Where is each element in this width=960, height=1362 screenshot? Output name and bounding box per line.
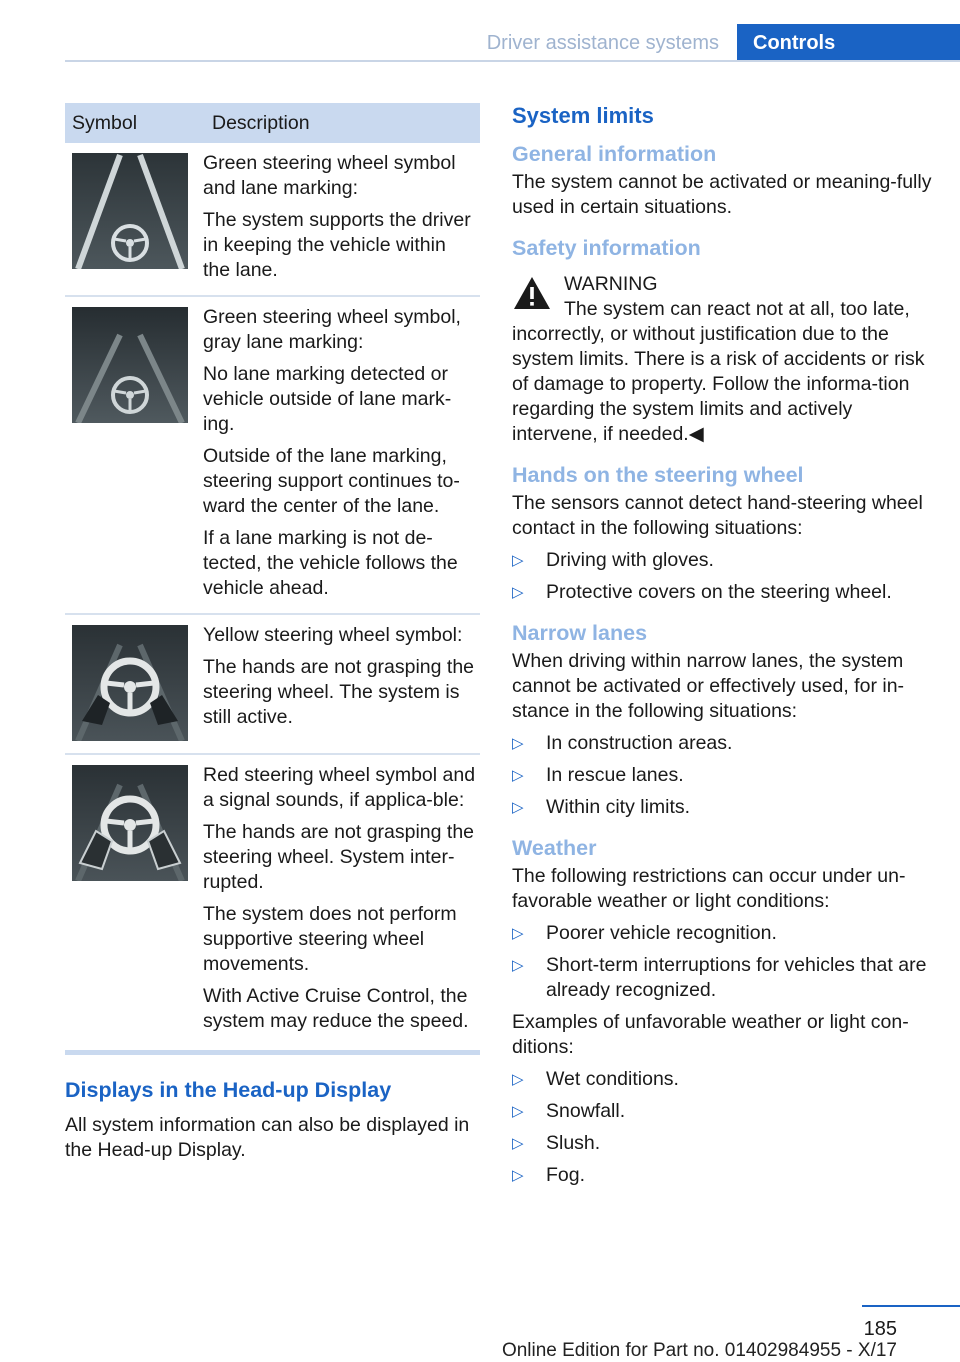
table-bottom-rule (65, 1050, 480, 1055)
description-text: The system supports the driver in keeping the vehicle within the lane. (203, 209, 471, 281)
hud-section-text: All system information can also be displayed in the Head-up Display. (65, 1114, 470, 1161)
warning-block (512, 272, 932, 297)
weather-text: The following restrictions can occur under un-favorable weather or light conditions: (512, 865, 906, 912)
list-item (512, 548, 932, 573)
list-item (512, 795, 932, 820)
list-item-text: In construction areas. (546, 732, 733, 754)
table-row (65, 614, 480, 754)
triangle-bullet-icon: ▷ (512, 799, 524, 816)
description-text: Outside of the lane marking, steering support continues to-ward the center of the lane. (203, 445, 460, 517)
red-steering-wheel-hands-icon (72, 765, 188, 881)
description-text: The hands are not grasping the steering wheel. System inter-rupted. (203, 821, 475, 893)
column-header-description: Description (203, 103, 480, 143)
warning-text: The system can react not at all, too late, incorrectly, or without justification due to the system limits. There is a risk of accidents or risk of damage to property. Follow the informa-tion regarding the system limits and actively intervene, if needed.◀ (512, 298, 925, 445)
header-section-title: Driver assistance systems (486, 32, 719, 54)
warning-triangle-icon (512, 275, 552, 311)
symbol-cell (65, 754, 203, 1046)
description-text: The system does not perform supportive steering wheel movements. (203, 903, 457, 975)
list-item (512, 921, 932, 946)
description-cell (203, 754, 480, 1046)
green-steering-wheel-gray-lane-icon (72, 307, 188, 423)
system-limits-column (512, 100, 932, 1195)
table-row (65, 754, 480, 1046)
table-row (65, 143, 480, 296)
description-text: No lane marking detected or vehicle outside of lane mark-ing. (203, 363, 452, 435)
list-item (512, 1163, 932, 1188)
header-tab-controls[interactable]: Controls (737, 24, 960, 62)
triangle-bullet-icon: ▷ (512, 1167, 524, 1184)
list-item (512, 580, 932, 605)
description-text: If a lane marking is not de-tected, the vehicle follows the vehicle ahead. (203, 527, 458, 599)
list-item-text: Within city limits. (546, 796, 691, 818)
triangle-bullet-icon: ▷ (512, 584, 524, 601)
narrow-lanes-title: Narrow lanes (512, 621, 648, 645)
list-item (512, 1099, 932, 1124)
header-divider (65, 60, 960, 62)
examples-list (512, 1067, 932, 1188)
description-text: Green steering wheel symbol and lane marking: (203, 152, 456, 199)
system-limits-title: System limits (512, 103, 654, 128)
list-item-text: Snowfall. (546, 1100, 626, 1122)
description-cell (203, 614, 480, 754)
list-item-text: Short-term interruptions for vehicles that are already recognized. (546, 954, 927, 1001)
footer-divider (862, 1305, 960, 1307)
list-item-text: Poorer vehicle recognition. (546, 922, 777, 944)
hud-section-title: Displays in the Head-up Display (65, 1078, 392, 1102)
examples-text: Examples of unfavorable weather or light con-ditions: (512, 1011, 909, 1058)
list-item-text: Protective covers on the steering wheel. (546, 581, 892, 603)
list-item-text: Slush. (546, 1132, 601, 1154)
hands-on-wheel-list (512, 548, 932, 605)
hands-on-wheel-text: The sensors cannot detect hand-steering wheel contact in the following situations: (512, 492, 923, 539)
list-item-text: Fog. (546, 1164, 586, 1186)
table-row (65, 296, 480, 614)
description-cell (203, 143, 480, 296)
triangle-bullet-icon: ▷ (512, 925, 524, 942)
list-item-text: Wet conditions. (546, 1068, 679, 1090)
triangle-bullet-icon: ▷ (512, 767, 524, 784)
description-cell (203, 296, 480, 614)
triangle-bullet-icon: ▷ (512, 735, 524, 752)
hands-on-wheel-title: Hands on the steering wheel (512, 463, 804, 487)
safety-information-title: Safety information (512, 236, 701, 260)
list-item (512, 1131, 932, 1156)
table-header-row (65, 103, 480, 143)
list-item (512, 763, 932, 788)
column-header-symbol: Symbol (65, 103, 203, 143)
narrow-lanes-list (512, 731, 932, 820)
footer-edition-text: Online Edition for Part no. 01402984955 - X/17 (501, 1340, 897, 1361)
general-information-title: General information (512, 142, 717, 166)
green-steering-wheel-lane-icon (72, 153, 188, 269)
narrow-lanes-text: When driving within narrow lanes, the system cannot be activated or effectively used, for in-stance in the following situations: (512, 650, 905, 722)
triangle-bullet-icon: ▷ (512, 1103, 524, 1120)
description-text: The hands are not grasping the steering wheel. The system is still active. (203, 656, 475, 728)
symbol-cell (65, 614, 203, 754)
yellow-steering-wheel-hands-icon (72, 625, 188, 741)
symbol-cell (65, 143, 203, 296)
triangle-bullet-icon: ▷ (512, 552, 524, 569)
general-information-text: The system cannot be activated or meaning-fully used in certain situations. (512, 171, 932, 218)
page-number: 185 (863, 1318, 897, 1340)
description-text: Yellow steering wheel symbol: (203, 624, 463, 646)
list-item-text: In rescue lanes. (546, 764, 684, 786)
description-text: Green steering wheel symbol, gray lane marking: (203, 306, 461, 353)
warning-label: WARNING (564, 273, 658, 295)
list-item (512, 1067, 932, 1092)
triangle-bullet-icon: ▷ (512, 957, 524, 974)
weather-list (512, 921, 932, 1003)
symbol-table (65, 103, 480, 1046)
list-item (512, 731, 932, 756)
triangle-bullet-icon: ▷ (512, 1135, 524, 1152)
triangle-bullet-icon: ▷ (512, 1071, 524, 1088)
symbol-cell (65, 296, 203, 614)
description-text: Red steering wheel symbol and a signal sounds, if applica-ble: (203, 764, 476, 811)
description-text: With Active Cruise Control, the system may reduce the speed. (203, 985, 469, 1032)
weather-title: Weather (512, 836, 597, 860)
list-item-text: Driving with gloves. (546, 549, 714, 571)
list-item (512, 953, 932, 1003)
